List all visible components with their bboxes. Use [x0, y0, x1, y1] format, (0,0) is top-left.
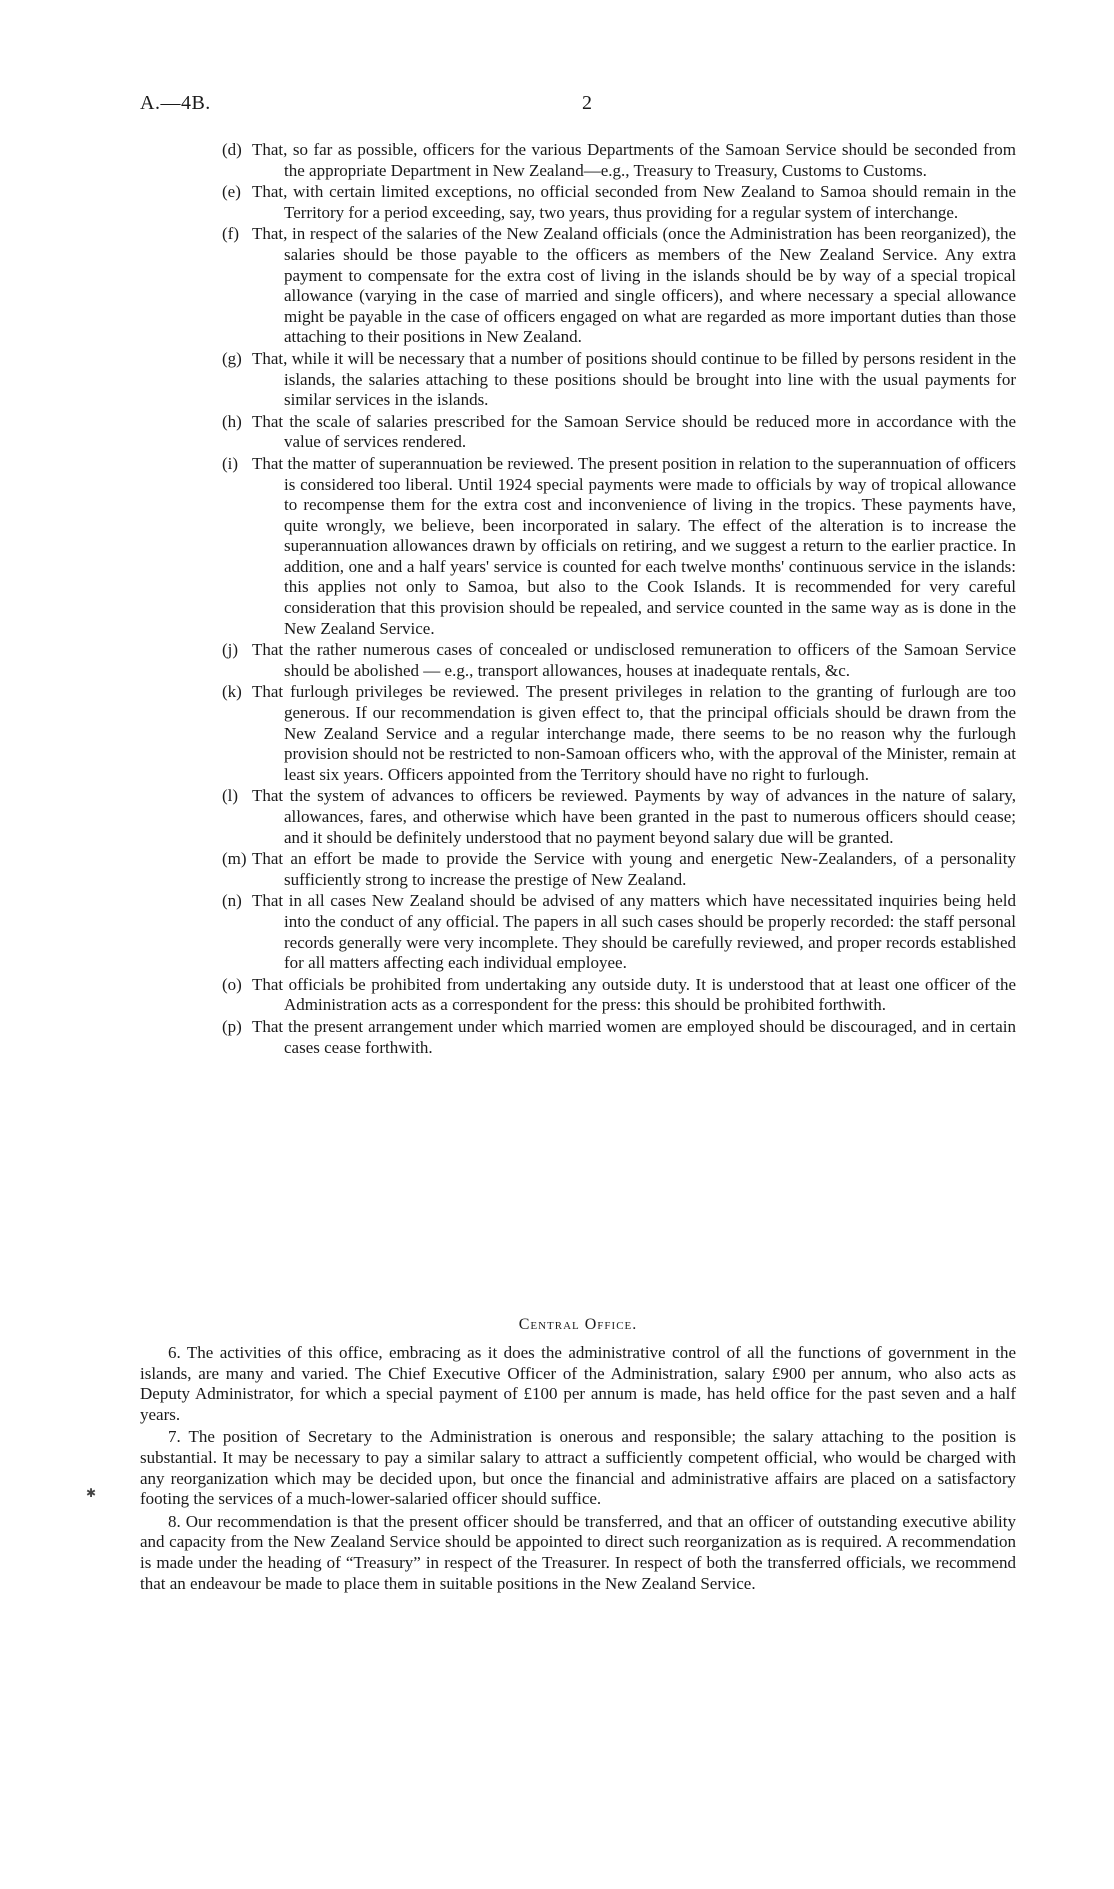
paragraph: 8. Our recommendation is that the present officer should be transferred, and that an officer of outstanding executive ability and capacity from the New Zealand Service should be appointed to direct such reorganization as is required. A recommendation is made under the heading of “Treasury” in respect of the Treasurer. In respect of both the transferred officials, we recommend that an endeavour be made to place them in suitable positions in the New Zealand Service.: [140, 1511, 1016, 1593]
recommendation-item: [222, 182, 1016, 223]
recommendation-letter: (h): [222, 411, 242, 431]
recommendation-text: That, with certain limited exceptions, no official seconded from New Zealand to Samoa should remain in the Territory for a period exceeding, say, two years, thus providing for a regular system of interchange.: [252, 182, 1016, 222]
recommendation-text: That the matter of superannuation be reviewed. The present position in relation to the superannuation of officers is considered too liberal. Until 1924 special payments were made to officials by way of tropical allowance to recompense them for the extra cost and inconvenience of living in the tropics. These payments have, quite wrongly, we believe, been incorporated in salary. The effect of the alteration is to increase the superannuation allowances drawn by officials on retiring, and we suggest a return to the earlier practice. In addition, one and a half years' service is counted for each twelve months' continuous service in the islands: this applies not only to Samoa, but also to the Cook Islands. It is recommended for very careful consideration that this provision should be repealed, and service counted in the same way as is done in the New Zealand Service.: [252, 453, 1016, 638]
recommendation-text: That, while it will be necessary that a number of positions should continue to be filled by persons resident in the islands, the salaries attaching to these positions should be brought into line with the usual payments for similar services in the islands.: [252, 348, 1016, 410]
recommendation-item: [222, 1017, 1016, 1058]
paragraph: 7. The position of Secretary to the Administration is onerous and responsible; the salary attaching to the position is substantial. It may be necessary to pay a similar salary to attract a sufficiently competent official, who would be charged with any reorganization which may be decided upon, but once the financial and administrative affairs are placed on a satisfactory footing the services of a much-lower-salaried officer should suffice.: [140, 1427, 1016, 1509]
recommendation-item: [222, 349, 1016, 411]
recommendation-text: That in all cases New Zealand should be advised of any matters which have necessitated inquiries being held into the conduct of any official. The papers in all such cases should be properly recorded: the staff personal records generally were very incomplete. They should be carefully reviewed, and proper records established for all matters affecting each individual employee.: [252, 891, 1016, 973]
recommendation-text: That, so far as possible, officers for the various Departments of the Samoan Service should be seconded from the appropriate Department in New Zealand—e.g., Treasury to Treasury, Customs to Customs.: [252, 140, 1016, 180]
recommendation-item: [222, 682, 1016, 785]
recommendation-item: [222, 454, 1016, 639]
recommendation-letter: (o): [222, 974, 242, 994]
recommendation-item: [222, 849, 1016, 890]
recommendation-item: [222, 786, 1016, 848]
recommendation-letter: (k): [222, 682, 242, 702]
recommendation-item: [222, 975, 1016, 1016]
recommendation-text: That the scale of salaries prescribed for the Samoan Service should be reduced more in accordance with the value of services rendered.: [252, 411, 1016, 452]
recommendations-list: [222, 140, 1016, 1059]
recommendation-item: [222, 891, 1016, 973]
recommendation-item: [222, 224, 1016, 348]
section-body: [140, 1343, 1016, 1596]
recommendation-item: [222, 640, 1016, 681]
paragraph: 6. The activities of this office, embracing as it does the administrative control of all the functions of government in the islands, are many and varied. The Chief Executive Officer of the Administration, salary £900 per annum, who also acts as Deputy Administrator, for which a special payment of £100 per annum is made, has held office for the past seven and a half years.: [140, 1343, 1016, 1424]
recommendation-letter: (g): [222, 348, 242, 368]
recommendation-letter: (l): [222, 786, 239, 806]
recommendation-text: That officials be prohibited from undertaking any outside duty. It is understood that at least one officer of the Administration acts as a correspondent for the press: this should be prohibited forthwith.: [252, 974, 1016, 1015]
recommendation-item: [222, 412, 1016, 453]
page-number: 2: [582, 92, 592, 114]
recommendation-text: That the rather numerous cases of concealed or undisclosed remuneration to officers of the Samoan Service should be abolished — e.g., transport allowances, houses at inadequate rentals, &c.: [252, 640, 1016, 680]
recommendation-letter: (m): [222, 849, 247, 869]
section-heading: Central Office.: [518, 1316, 638, 1333]
recommendation-letter: (j): [222, 640, 239, 660]
recommendation-text: That an effort be made to provide the Service with young and energetic New-Zealanders, of a personality sufficiently strong to increase the prestige of New Zealand.: [252, 849, 1016, 889]
recommendation-item: [222, 140, 1016, 181]
page-header: [140, 92, 1020, 122]
recommendation-text: That furlough privileges be reviewed. The present privileges in relation to the granting of furlough are too generous. If our recommendation is given effect to, that the principal officials should be drawn from the New Zealand Service and a regular interchange made, there seems to be no reason why the furlough provision should not be restricted to non-Samoan officers who, with the approval of the Minister, remain at least six years. Officers appointed from the Territory should have no right to furlough.: [252, 682, 1016, 784]
recommendation-letter: (f): [222, 224, 239, 244]
recommendation-text: That the system of advances to officers be reviewed. Payments by way of advances in the nature of salary, allowances, fares, and otherwise which have been granted in the past to numerous officers should cease; and it should be definitely understood that no payment beyond salary due will be granted.: [252, 786, 1016, 847]
document-reference: A.—4B.: [140, 92, 211, 114]
recommendation-text: That the present arrangement under which married women are employed should be discouraged, and in certain cases cease forthwith.: [252, 1016, 1016, 1057]
recommendation-letter: (p): [222, 1016, 242, 1036]
recommendation-letter: (d): [222, 140, 242, 159]
margin-mark-icon: ✱: [86, 1486, 97, 1500]
recommendation-letter: (n): [222, 891, 242, 911]
recommendation-letter: (i): [222, 453, 239, 473]
recommendation-letter: (e): [222, 182, 241, 202]
recommendation-text: That, in respect of the salaries of the New Zealand officials (once the Administration has been reorganized), the salaries should be those payable to the officers as members of the New Zealand Service. Any extra payment to compensate for the extra cost of living in the islands should be by way of a special tropical allowance (varying in the case of married and single officers), and where necessary a special allowance might be payable in the case of officers engaged on what are regarded as more important duties than those attaching to their positions in New Zealand.: [252, 224, 1016, 347]
